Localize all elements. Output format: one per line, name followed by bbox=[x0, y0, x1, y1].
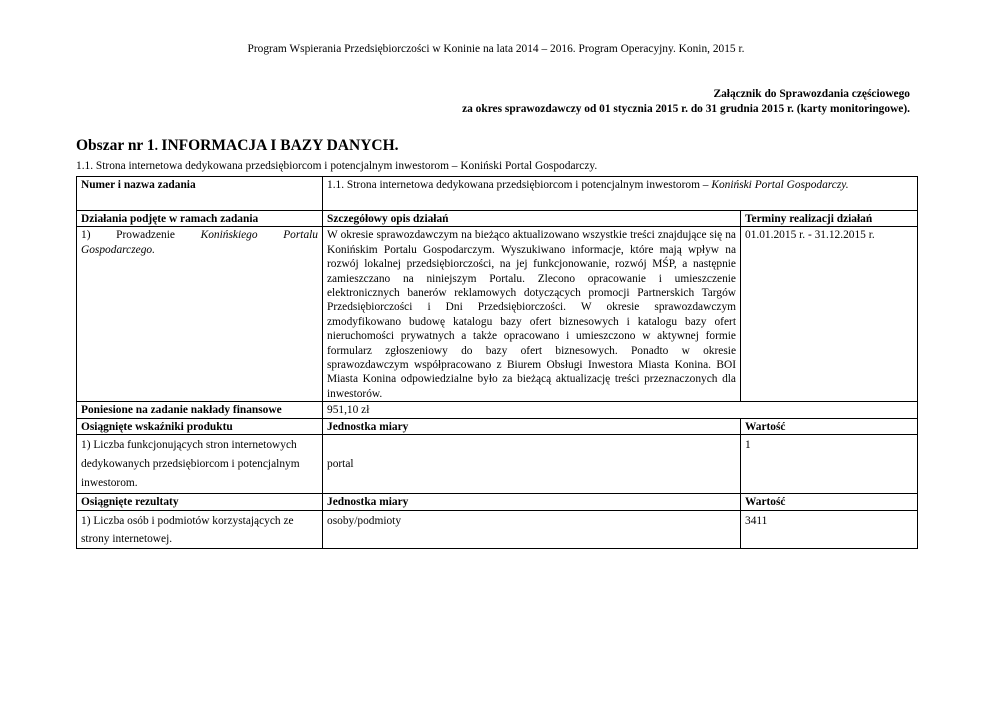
result-value-label: Wartość bbox=[741, 494, 918, 510]
actions-label: Działania podjęte w ramach zadania bbox=[77, 211, 323, 227]
task-name-plain: 1.1. Strona internetowa dedykowana przedsiębiorcom i potencjalnym inwestorom – bbox=[327, 179, 712, 191]
costs-label: Poniesione na zadanie nakłady finansowe bbox=[77, 402, 323, 418]
result-unit-label: Jednostka miary bbox=[323, 494, 741, 510]
result-unit: osoby/podmioty bbox=[323, 510, 741, 548]
annex-title: Załącznik do Sprawozdania częściowego bbox=[713, 88, 910, 100]
running-header: Program Wspierania Przedsiębiorczości w Koninie na lata 2014 – 2016. Program Operacyjny. Konin, 2015 r. bbox=[247, 43, 745, 55]
table-row-actions-header bbox=[77, 211, 918, 227]
indicator-value: 1 bbox=[741, 435, 918, 494]
action-italic: Konińskiego Portalu Gospodarczego. bbox=[81, 229, 319, 256]
table-row-indicators-header bbox=[77, 418, 918, 434]
indicators-label: Osiągnięte wskaźniki produktu bbox=[77, 418, 323, 434]
value-label: Wartość bbox=[741, 418, 918, 434]
table-row-action bbox=[77, 227, 918, 402]
unit-label: Jednostka miary bbox=[323, 418, 741, 434]
action-deadline: 01.01.2015 r. - 31.12.2015 r. bbox=[741, 227, 918, 402]
deadlines-label: Terminy realizacji działań bbox=[741, 211, 918, 227]
result-name: 1) Liczba osób i podmiotów korzystających ze strony internetowej. bbox=[77, 510, 323, 548]
action-description: W okresie sprawozdawczym na bieżąco aktualizowano wszystkie treści znajdujące się na Konińskim Portalu Gospodarczym. Wyszukiwano informacje, które mają wpływ na rozwój lokalnej przedsiębiorczości, na jej funkcjonowanie, rozwój MŚP, a następnie zamieszczano na niniejszym Portalu. Zlecono opracowanie i umieszczenie elektronicznych banerów reklamowych dotyczących promocji Partnerskich Targów Przedsiębiorczości i Dni Przedsiębiorczości. W okresie sprawozdawczym zmodyfikowano budowę katalogu bazy ofert biznesowych i katalogu bazy ofert nieruchomości prywatnych a także opracowano i umieszczono w aktywnej formie formularz zgłoszeniowy do bazy ofert biznesowych. Ponadto w okresie sprawozdawczym współpracowano z Biurem Obsługi Inwestora Miasta Konina. BOI Miasta Konina odpowiedzialne było za bieżącą aktualizację treści przeznaczonych dla inwestorów. bbox=[323, 227, 741, 402]
section-separator: . bbox=[154, 138, 162, 153]
task-name bbox=[323, 177, 918, 211]
table-row-results-header bbox=[77, 494, 918, 510]
section-title bbox=[76, 137, 399, 155]
indicator-unit: portal bbox=[323, 435, 741, 494]
costs-value: 951,10 zł bbox=[323, 402, 918, 418]
table-row-result bbox=[77, 510, 918, 548]
table-row-costs bbox=[77, 402, 918, 418]
results-label: Osiągnięte rezultaty bbox=[77, 494, 323, 510]
section-name: INFORMACJA I BAZY DANYCH. bbox=[161, 137, 399, 154]
indicator-name: 1) Liczba funkcjonujących stron internetowych dedykowanych przedsiębiorcom i potencjalnym inwestorom. bbox=[77, 435, 323, 494]
details-label: Szczegółowy opis działań bbox=[323, 211, 741, 227]
table-row-task bbox=[77, 177, 918, 211]
section-prefix: Obszar nr 1 bbox=[76, 137, 155, 154]
monitoring-card-table bbox=[76, 176, 918, 549]
action-prefix: 1) Prowadzenie bbox=[81, 229, 201, 242]
table-row-indicator bbox=[77, 435, 918, 494]
subsection-heading: 1.1. Strona internetowa dedykowana przedsiębiorcom i potencjalnym inwestorom – Koniński Portal Gospodarczy. bbox=[76, 160, 598, 172]
task-label: Numer i nazwa zadania bbox=[77, 177, 323, 211]
result-value: 3411 bbox=[741, 510, 918, 548]
action-name bbox=[77, 227, 323, 402]
task-name-italic: Koniński Portal Gospodarczy. bbox=[711, 179, 849, 191]
annex-period: za okres sprawozdawczy od 01 stycznia 2015 r. do 31 grudnia 2015 r. (karty monitoringowe). bbox=[462, 103, 910, 115]
